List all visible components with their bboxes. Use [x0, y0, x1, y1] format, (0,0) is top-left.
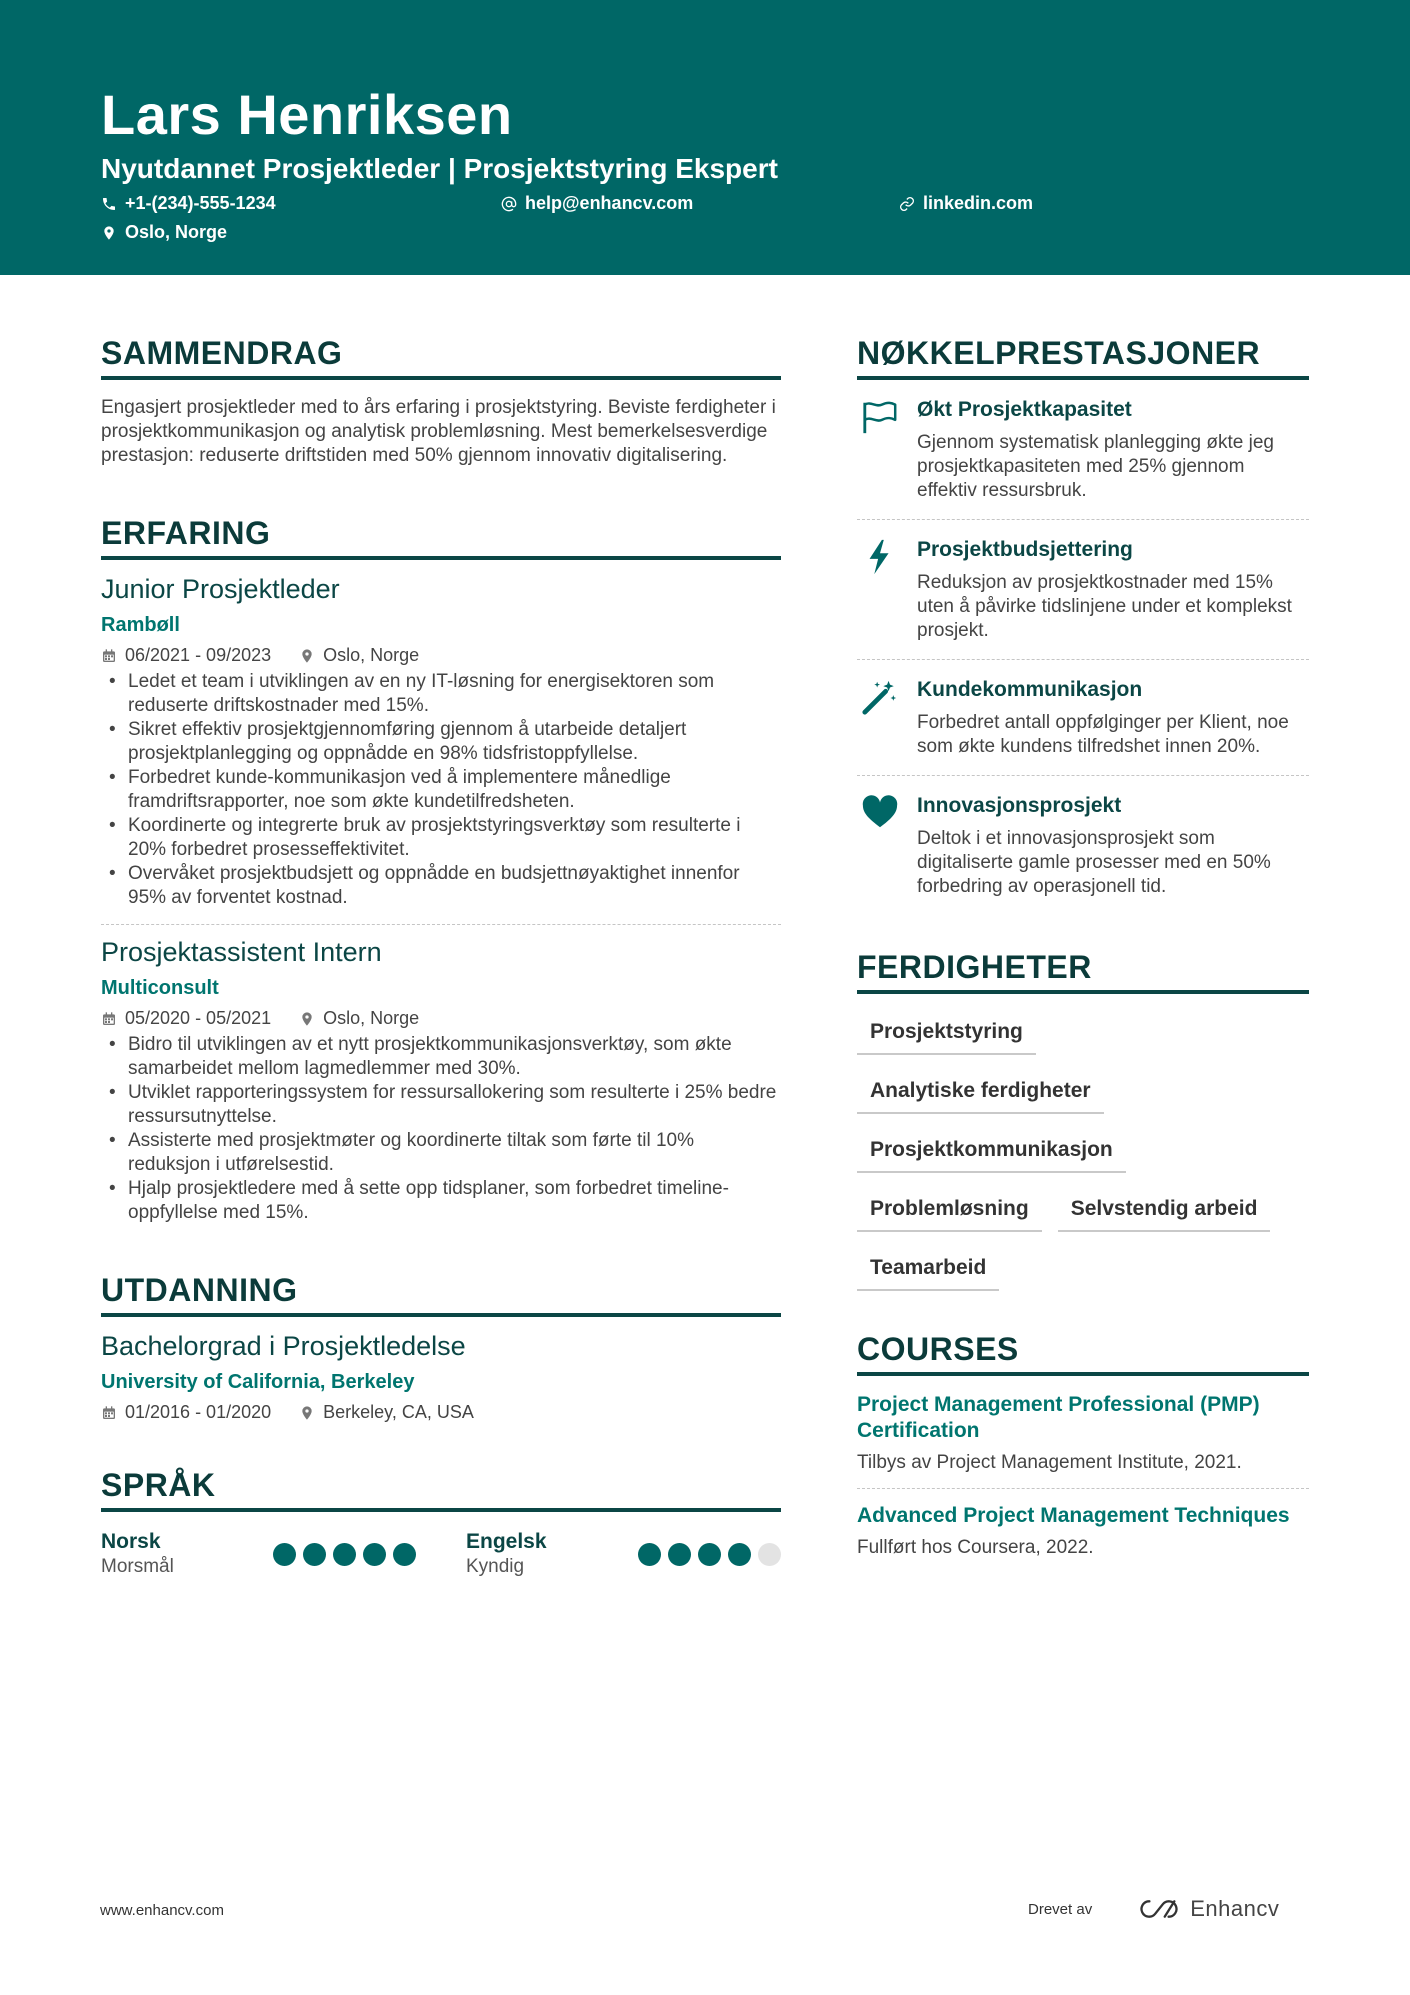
job-bullets — [101, 1033, 781, 1225]
email-text[interactable]: help@enhancv.com — [525, 193, 694, 213]
location-pin-icon — [299, 1011, 315, 1027]
location-pin-icon — [299, 648, 315, 664]
enhancv-logo-icon — [1136, 1897, 1182, 1921]
rating-dot-filled — [303, 1543, 326, 1566]
achievement-title: Prosjektbudsjettering — [917, 538, 1133, 561]
course-title: Project Management Professional (PMP) Certification — [857, 1393, 1260, 1442]
achievement-icon-wrap — [857, 678, 917, 759]
linkedin-text[interactable]: linkedin.com — [923, 193, 1034, 213]
job-location-text: Oslo, Norge — [323, 1008, 420, 1028]
education-location — [299, 1402, 474, 1423]
contact-linkedin[interactable] — [899, 193, 1033, 214]
achievement-desc: Gjennom systematisk planlegging økte jeg prosjektkapasiteten med 25% gjennom effektiv ressursbruk. — [917, 432, 1274, 501]
skill-tag: Prosjektkommunikasjon — [857, 1130, 1126, 1173]
at-icon — [501, 196, 517, 212]
skill-tag: Analytiske ferdigheter — [857, 1071, 1104, 1114]
link-icon — [899, 196, 915, 212]
bullet-item: • Koordinerte og integrerte bruk av prosjektstyringsverktøy som resulterte i 20% forbedret prosesseffektivitet. — [101, 814, 781, 862]
achievement-item — [857, 660, 1309, 776]
achievement-item — [857, 776, 1309, 915]
achievement-icon-wrap — [857, 398, 917, 503]
calendar-icon — [101, 648, 117, 664]
summary-heading: SAMMENDRAG — [101, 335, 781, 380]
achievements-heading: NØKKELPRESTASJONER — [857, 335, 1309, 380]
course-desc: Fullført hos Coursera, 2022. — [857, 1537, 1094, 1558]
course-item — [857, 1503, 1309, 1559]
education-dates-text: 01/2016 - 01/2020 — [125, 1402, 272, 1422]
candidate-name: Lars Henriksen — [101, 83, 513, 146]
rating-dot-filled — [668, 1543, 691, 1566]
language-name: Norsk — [101, 1530, 161, 1553]
company-name: Multiconsult — [101, 977, 219, 999]
achievement-title: Økt Prosjektkapasitet — [917, 398, 1132, 421]
job-dates — [101, 1008, 271, 1029]
calendar-icon — [101, 1011, 117, 1027]
language-item — [101, 1530, 466, 1578]
phone-text: +1-(234)-555-1234 — [125, 193, 276, 213]
rating-dot-filled — [393, 1543, 416, 1566]
heart-icon — [861, 794, 899, 832]
experience-item — [101, 937, 781, 1225]
job-location — [299, 645, 419, 666]
language-item — [466, 1530, 781, 1578]
school-name: University of California, Berkeley — [101, 1371, 415, 1393]
job-location — [299, 1008, 419, 1029]
achievement-title: Kundekommunikasjon — [917, 678, 1143, 701]
contact-location — [101, 222, 227, 243]
bullet-item: • Forbedret kunde-kommunikasjon ved å implementere månedlige framdriftsrapporter, noe som økte kundetilfredsheten. — [101, 766, 781, 814]
skill-tag: Problemløsning — [857, 1189, 1042, 1232]
degree-title: Bachelorgrad i Prosjektledelse — [101, 1331, 466, 1361]
bullet-item: • Sikret effektiv prosjektgjennomføring gjennom å utarbeide detaljert prosjektplanlegging og oppnådde en 98% tidsfristoppfyllelse. — [101, 718, 781, 766]
company-name: Rambøll — [101, 614, 180, 636]
skills-heading: FERDIGHETER — [857, 949, 1309, 994]
flag-icon — [861, 398, 899, 436]
phone-icon — [101, 196, 117, 212]
achievement-icon-wrap — [857, 794, 917, 899]
achievement-icon-wrap — [857, 538, 917, 643]
bullet-item: • Bidro til utviklingen av et nytt prosjektkommunikasjonsverktøy, som økte samarbeidet mellom lagmedlemmer med 30%. — [101, 1033, 781, 1081]
location-pin-icon — [299, 1405, 315, 1421]
job-dates-text: 06/2021 - 09/2023 — [125, 645, 272, 665]
job-meta — [101, 645, 781, 666]
footer-website[interactable]: www.enhancv.com — [100, 1902, 224, 1919]
languages-heading: SPRÅK — [101, 1467, 781, 1512]
magic-wand-icon — [861, 678, 899, 716]
contact-phone — [101, 193, 276, 214]
bullet-item: • Ledet et team i utviklingen av en ny IT-løsning for energisektoren som reduserte driftskostnader med 15%. — [101, 670, 781, 718]
candidate-headline: Nyutdannet Prosjektleder | Prosjektstyring Ekspert — [101, 153, 778, 184]
rating-dot-filled — [273, 1543, 296, 1566]
experience-heading: ERFARING — [101, 515, 781, 560]
job-dates — [101, 645, 271, 666]
education-location-text: Berkeley, CA, USA — [323, 1402, 474, 1422]
job-dates-text: 05/2020 - 05/2021 — [125, 1008, 272, 1028]
courses-heading: COURSES — [857, 1331, 1309, 1376]
rating-dot-filled — [698, 1543, 721, 1566]
language-level: Kyndig — [466, 1556, 525, 1577]
divider — [857, 1488, 1309, 1489]
location-pin-icon — [101, 225, 117, 241]
languages-list — [101, 1530, 781, 1578]
summary-text: Engasjert prosjektleder med to års erfaring i prosjektstyring. Beviste ferdigheter i prosjektkommunikasjon og analytisk problemløsning. Mest bemerkelsesverdige prestasjon: reduserte driftstiden med 50% gjennom innovativ digitalisering. — [101, 397, 776, 466]
education-item — [101, 1331, 781, 1423]
job-title: Prosjektassistent Intern — [101, 937, 382, 967]
right-column — [857, 335, 1309, 1559]
divider — [101, 924, 781, 925]
skill-tag: Prosjektstyring — [857, 1012, 1036, 1055]
job-title: Junior Prosjektleder — [101, 574, 340, 604]
bullet-item: • Hjalp prosjektledere med å sette opp tidsplaner, som forbedret timeline-oppfyllelse med 15%. — [101, 1177, 781, 1225]
achievement-desc: Deltok i et innovasjonsprosjekt som digitaliserte gamle prosesser med en 50% forbedring av operasjonell tid. — [917, 828, 1271, 897]
rating-dot-filled — [728, 1543, 751, 1566]
brand-name: Enhancv — [1190, 1896, 1280, 1921]
course-title: Advanced Project Management Techniques — [857, 1504, 1290, 1527]
course-desc: Tilbys av Project Management Institute, 2021. — [857, 1452, 1242, 1473]
rating-dot-filled — [333, 1543, 356, 1566]
experience-item — [101, 574, 781, 910]
resume-header — [0, 0, 1410, 275]
language-rating — [273, 1543, 416, 1566]
job-location-text: Oslo, Norge — [323, 645, 420, 665]
achievement-item — [857, 520, 1309, 660]
education-meta — [101, 1402, 781, 1423]
calendar-icon — [101, 1405, 117, 1421]
education-dates — [101, 1402, 271, 1423]
language-name: Engelsk — [466, 1530, 547, 1553]
skill-tag: Selvstendig arbeid — [1058, 1189, 1271, 1232]
powered-by-text: Drevet av — [1028, 1900, 1093, 1918]
language-rating — [638, 1543, 781, 1566]
skills-list — [857, 1012, 1309, 1307]
bolt-icon — [861, 538, 899, 576]
job-bullets — [101, 670, 781, 910]
bullet-item: • Overvåket prosjektbudsjett og oppnådde en budsjettnøyaktighet innenfor 95% av forventet kostnad. — [101, 862, 781, 910]
rating-dot-empty — [758, 1543, 781, 1566]
achievement-title: Innovasjonsprosjekt — [917, 794, 1122, 817]
skill-tag: Teamarbeid — [857, 1248, 999, 1291]
achievement-desc: Reduksjon av prosjektkostnader med 15% uten å påvirke tidslinjene under et komplekst prosjekt. — [917, 572, 1292, 641]
achievement-item — [857, 380, 1309, 520]
left-column — [101, 335, 781, 1578]
rating-dot-filled — [638, 1543, 661, 1566]
rating-dot-filled — [363, 1543, 386, 1566]
achievement-desc: Forbedret antall oppfølginger per Klient, noe som økte kundens tilfredshet innen 20%. — [917, 712, 1289, 757]
footer-branding — [1028, 1896, 1279, 1922]
education-heading: UTDANNING — [101, 1272, 781, 1317]
language-level: Morsmål — [101, 1556, 174, 1577]
bullet-item: • Assisterte med prosjektmøter og koordinerte tiltak som førte til 10% reduksjon i utførelsestid. — [101, 1129, 781, 1177]
course-item — [857, 1392, 1309, 1474]
job-meta — [101, 1008, 781, 1029]
bullet-item: • Utviklet rapporteringssystem for ressursallokering som resulterte i 25% bedre ressursutnyttelse. — [101, 1081, 781, 1129]
location-text: Oslo, Norge — [125, 222, 228, 242]
contact-email[interactable] — [501, 193, 693, 214]
